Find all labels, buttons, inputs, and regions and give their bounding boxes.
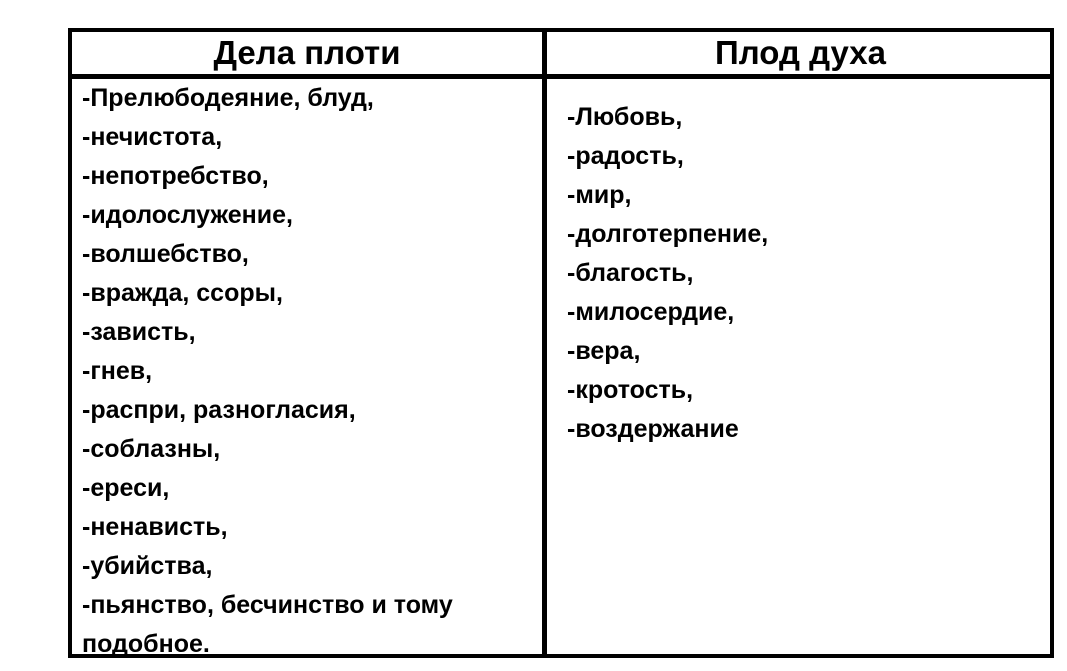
list-item: -гнев,	[82, 357, 153, 385]
list-item: -вражда, ссоры,	[82, 279, 283, 307]
list-item: -ненависть,	[82, 513, 228, 541]
fruit-of-spirit-list	[567, 98, 768, 449]
list-item: -зависть,	[82, 318, 196, 346]
list-item: -воздержание	[567, 415, 739, 443]
list-item: подобное.	[82, 630, 210, 658]
list-item: -непотребство,	[82, 162, 269, 190]
list-item: -Любовь,	[567, 103, 683, 131]
comparison-table	[68, 28, 1054, 658]
works-of-flesh-list	[82, 79, 453, 664]
list-item: -убийства,	[82, 552, 213, 580]
list-item: -вера,	[567, 337, 641, 365]
list-item: -милосердие,	[567, 298, 735, 326]
list-item: -Прелюбодеяние, блуд,	[82, 84, 374, 112]
list-item: -радость,	[567, 142, 684, 170]
list-item: -соблазны,	[82, 435, 221, 463]
list-item: -благость,	[567, 259, 694, 287]
column-divider	[542, 32, 547, 654]
list-item: -ереси,	[82, 474, 170, 502]
list-item: -нечистота,	[82, 123, 223, 151]
header-works-of-flesh: Дела плоти	[213, 34, 401, 71]
list-item: -пьянство, бесчинство и тому	[82, 591, 453, 619]
list-item: -идолослужение,	[82, 201, 293, 229]
list-item: -долготерпение,	[567, 220, 769, 248]
header-fruit-of-spirit: Плод духа	[715, 34, 886, 71]
list-item: -мир,	[567, 181, 632, 209]
list-item: -кротость,	[567, 376, 694, 404]
list-item: -волшебство,	[82, 240, 249, 268]
list-item: -распри, разногласия,	[82, 396, 356, 424]
